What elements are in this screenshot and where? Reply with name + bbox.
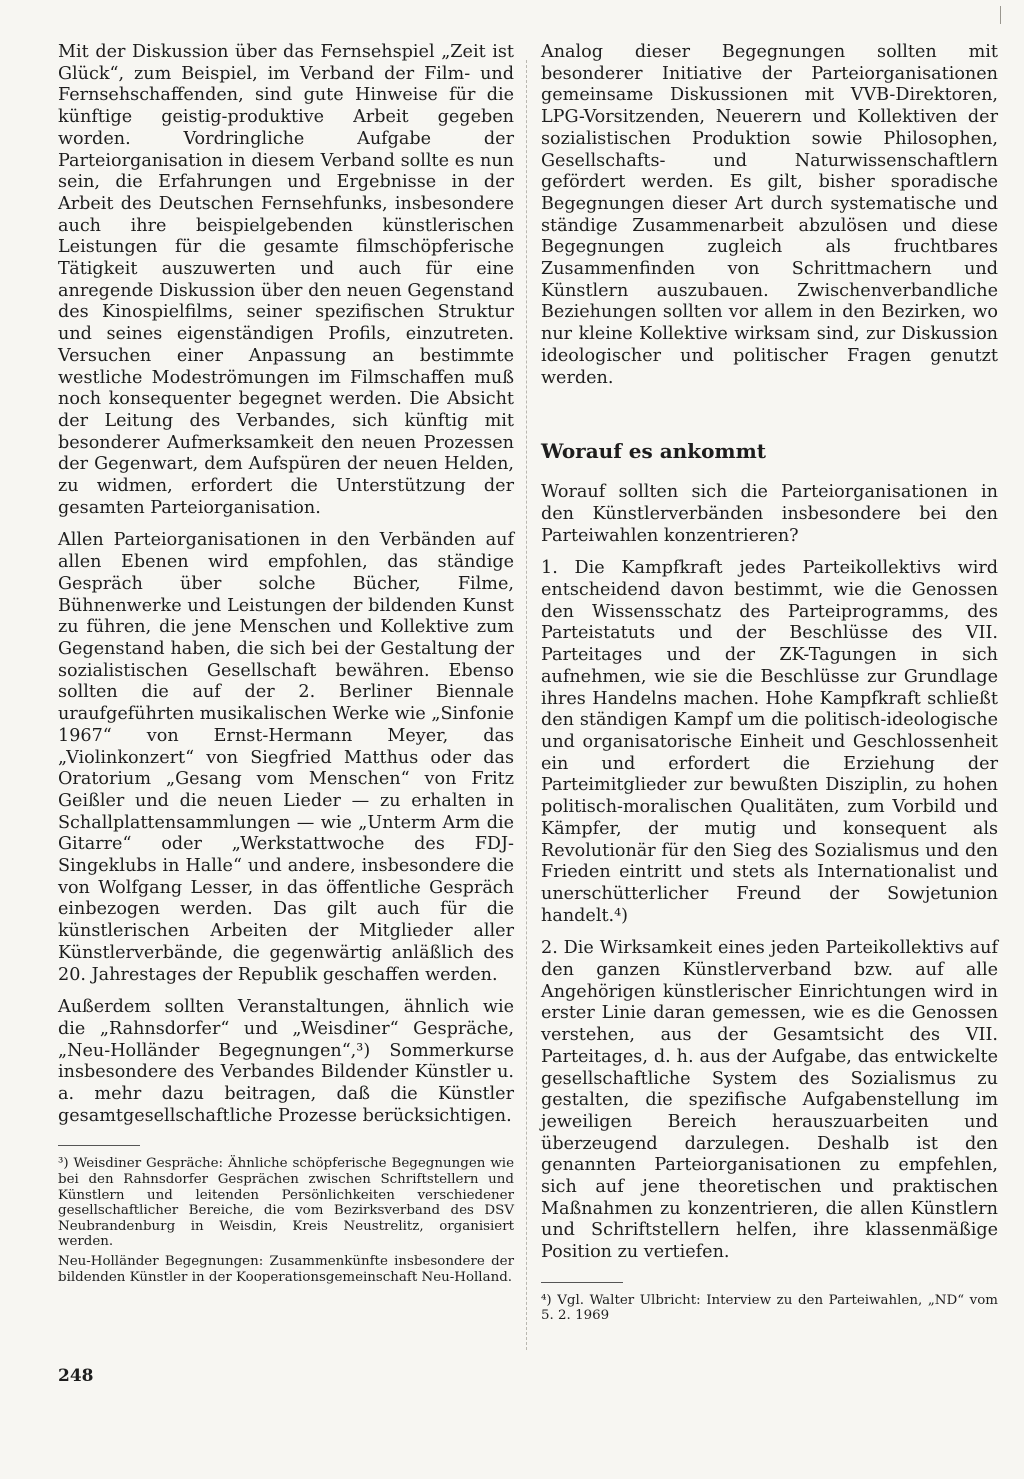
left-column — [58, 42, 514, 1289]
footnote: Neu-Holländer Begegnungen: Zusammenkünfte insbesondere der bildenden Künstler in der Kooperationsgemeinschaft Neu-Holland. — [58, 1254, 514, 1285]
body-paragraph: Außerdem sollten Veranstaltungen, ähnlich wie die „Rahnsdorfer“ und „Weisdiner“ Gespräche, „Neu-Holländer Begegnungen“,³) Sommerkurse insbesondere des Verbandes Bildender Künstler u. a. mehr dazu beitragen, daß die Künstler gesamtgesellschaftliche Prozesse berücksichtigen. — [58, 997, 514, 1126]
footnote: ⁴) Vgl. Walter Ulbricht: Interview zu den Parteiwahlen, „ND“ vom 5. 2. 1969 — [541, 1292, 998, 1324]
section-heading: Worauf es ankommt — [541, 439, 766, 464]
body-paragraph: 2. Die Wirksamkeit eines jeden Parteikollektivs auf den ganzen Künstlerverband bzw. auf alle Angehörigen künstlerischer Einrichtungen wird in erster Linie daran gemessen, wie es die Genossen verstehen, aus der Gesamtsicht des VII. Parteitages, d. h. aus der Aufgabe, das entwickelte gesellschaftliche System des Sozialismus zu gestalten, die spezifische Aufgabenstellung im jeweiligen Bereich herauszuarbeiten und überzeugend darzulegen. Deshalb ist den genannten Parteiorganisationen zu empfehlen, sich auf jene theoretischen und praktischen Maßnahmen zu konzentrieren, die allen Künstlern und Schriftstellern helfen, ihre klassenmäßige Position zu vertiefen. — [541, 938, 998, 1263]
scan-edge-mark — [1000, 6, 1001, 24]
body-paragraph: Mit der Diskussion über das Fernsehspiel „Zeit ist Glück“, zum Beispiel, im Verband der Film- und Fernsehschaffenden, sind gute Hinweise für die künftige geistig-produktive Arbeit gegeben worden. Vordringliche Aufgabe der Parteiorganisation in diesem Verband sollte es nun sein, die Erfahrungen und Ergebnisse in der Arbeit des Deutschen Fernsehfunks, insbesondere auch ihre beispielgebenden künstlerischen Leistungen für die gesamte filmschöpferische Tätigkeit auszuwerten und auch für eine anregende Diskussion über den neuen Gegenstand des Kinospielfilms, seiner spezifischen Struktur und seines eigenständigen Profils, einzutreten. Versuchen einer Anpassung an bestimmte westliche Modeströmungen im Filmschaffen muß noch konsequenter begegnet werden. Die Absicht der Leitung des Verbandes, sich künftig mit besonderer Aufmerksamkeit den neuen Prozessen der Gegenwart, dem Aufspüren der neuen Helden, zu widmen, erfordert die Unterstützung der gesamten Parteiorganisation. — [58, 42, 514, 518]
page-number: 248 — [58, 1366, 94, 1386]
footnote: ³) Weisdiner Gespräche: Ähnliche schöpferische Begegnungen wie bei den Rahnsdorfer Gesprächen zwischen Schriftstellern und Künstlern und leitenden Persönlichkeiten verschiedener gesellschaftlicher Bereiche, die vom Bezirksverband des DSV Neubrandenburg in Weisdin, Kreis Neustrelitz, organisiert werden. — [58, 1156, 514, 1250]
column-divider — [526, 60, 527, 1350]
body-paragraph: Allen Parteiorganisationen in den Verbänden auf allen Ebenen wird empfohlen, das ständige Gespräch über solche Bücher, Filme, Bühnenwerke und Leistungen der bildenden Kunst zu führen, die jene Menschen und Kollektive zum Gegenstand haben, die sich bei der Gestaltung der sozialistischen Gesellschaft bewähren. Ebenso sollten die auf der 2. Berliner Biennale uraufgeführten musikalischen Werke wie „Sinfonie 1967“ von Ernst-Hermann Meyer, das „Violinkonzert“ von Siegfried Matthus oder das Oratorium „Gesang vom Menschen“ von Fritz Geißler und die neuen Lieder — zu erhalten in Schallplattensammlungen — wie „Unterm Arm die Gitarre“ oder „Werkstattwoche des FDJ-Singeklubs in Halle“ und andere, insbesondere die von Wolfgang Lesser, in das öffentliche Gespräch einbezogen werden. Das gilt auch für die künstlerischen Arbeiten der Mitglieder aller Künstlerverbände, die gegenwärtig anläßlich des 20. Jahrestages der Republik geschaffen werden. — [58, 530, 514, 985]
footnote-rule — [541, 1282, 623, 1283]
right-column — [541, 42, 998, 1328]
body-paragraph: Worauf sollten sich die Parteiorganisationen in den Künstlerverbänden insbesondere bei den Parteiwahlen konzentrieren? — [541, 482, 998, 546]
body-paragraph: Analog dieser Begegnungen sollten mit besonderer Initiative der Parteiorganisationen gemeinsame Diskussionen mit VVB-Direktoren, LPG-Vorsitzenden, Neuerern und Kollektiven der sozialistischen Produktion sowie Philosophen, Gesellschafts- und Naturwissenschaftlern gefördert werden. Es gilt, bisher sporadische Begegnungen dieser Art durch systematische und ständige Zusammenarbeit abzulösen und diese Begegnungen zugleich als fruchtbares Zusammenfinden von Schrittmachern und Künstlern auszubauen. Zwischenverbandliche Beziehungen sollten vor allem in den Bezirken, wo nur kleine Kollektive wirksam sind, zur Diskussion ideologischer und politischer Fragen genutzt werden. — [541, 42, 998, 388]
footnote-rule — [58, 1145, 140, 1146]
body-paragraph: 1. Die Kampfkraft jedes Parteikollektivs wird entscheidend davon bestimmt, wie die Genossen den Wissensschatz des Parteiprogramms, des Parteistatuts und der Beschlüsse des VII. Parteitages und der ZK-Tagungen in sich aufnehmen, wie sie die Beschlüsse zur Grundlage ihres Handelns machen. Hohe Kampfkraft schließt den ständigen Kampf um die politisch-ideologische und organisatorische Einheit und Geschlossenheit ein und erfordert die Erziehung der Parteimitglieder zur bewußten Disziplin, zu hohen politisch-moralischen Qualitäten, zum Vorbild und Kämpfer, der mutig und konsequent als Revolutionär für den Sieg des Sozialismus und den Frieden eintritt und stets als Internationalist und unerschütterlicher Freund der Sowjetunion handelt.⁴) — [541, 558, 998, 926]
